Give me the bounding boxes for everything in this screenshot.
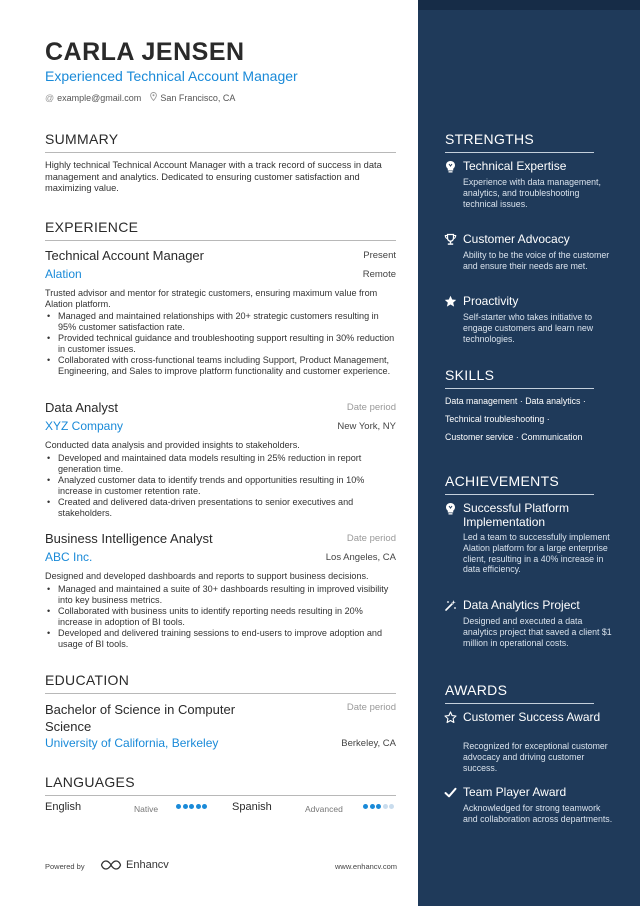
job-location: Remote xyxy=(362,269,396,280)
proficiency-dot-empty xyxy=(383,804,388,809)
divider xyxy=(445,388,594,389)
candidate-name: CARLA JENSEN xyxy=(45,38,245,66)
skill-line: Customer service · Communication xyxy=(445,432,583,442)
powered-by-label: Powered by xyxy=(45,862,85,871)
candidate-title: Experienced Technical Account Manager xyxy=(45,68,298,84)
language-name: English xyxy=(45,801,82,813)
website-link[interactable]: www.enhancv.com xyxy=(335,862,397,871)
experience-heading: EXPERIENCE xyxy=(45,219,139,235)
proficiency-dot-filled xyxy=(183,804,188,809)
star-icon xyxy=(444,295,457,308)
trophy-icon xyxy=(444,233,457,246)
job-bullets xyxy=(45,584,397,650)
achievement-desc: Led a team to successfully implement Alation platform for a large enterprise client, resulting in a 40% increase in data efficiency. xyxy=(463,532,610,575)
skills-heading: SKILLS xyxy=(445,367,495,383)
education-date: Date period xyxy=(346,702,396,713)
lightbulb-icon xyxy=(444,160,457,173)
education-heading: EDUCATION xyxy=(45,672,130,688)
achievement-title: Successful Platform Implementation xyxy=(463,501,570,529)
proficiency-dot-filled xyxy=(176,804,181,809)
strength-desc: Ability to be the voice of the customer and ensure their needs are met. xyxy=(463,250,610,271)
sidebar xyxy=(418,0,640,906)
proficiency-dot-filled xyxy=(370,804,375,809)
checkmark-icon xyxy=(444,786,457,799)
award-desc: Acknowledged for strong teamwork and collaboration across departments. xyxy=(463,803,613,824)
proficiency-dot-filled xyxy=(196,804,201,809)
job-description: Designed and developed dashboards and reports to support business decisions. xyxy=(45,571,369,581)
enhancv-logo[interactable] xyxy=(100,859,169,871)
job-title: Business Intelligence Analyst xyxy=(45,531,213,546)
location: San Francisco, CA xyxy=(160,92,236,103)
divider xyxy=(45,795,396,796)
sidebar-top-band xyxy=(418,0,640,10)
skill-line: Technical troubleshooting · xyxy=(445,414,550,424)
job-title: Technical Account Manager xyxy=(45,248,204,263)
company-name: XYZ Company xyxy=(45,419,124,433)
location-pin-icon xyxy=(150,92,157,103)
job-title: Data Analyst xyxy=(45,400,118,415)
strength-desc: Self-starter who takes initiative to engage customers and learn new technologies. xyxy=(463,312,594,344)
list-item: • Managed and maintained relationships with 20+ strategic customers resulting in 95% customer satisfaction rate. xyxy=(45,311,397,333)
company-name: Alation xyxy=(45,267,82,281)
summary-text: Highly technical Technical Account Manager with a track record of success in data management and analytics. Dedicated to ensuring customer satisfaction and maximizing value. xyxy=(45,160,382,194)
list-item: • Developed and maintained data models resulting in 25% reduction in report generation time. xyxy=(45,453,397,475)
contact-line xyxy=(45,92,235,103)
proficiency-dots xyxy=(176,804,209,809)
list-item: • Managed and maintained a suite of 30+ dashboards resulting in improved visibility into key business metrics. xyxy=(45,584,397,606)
job-date: Date period xyxy=(346,533,396,544)
summary-heading: SUMMARY xyxy=(45,131,119,147)
divider xyxy=(445,494,594,495)
star-outline-icon xyxy=(444,711,457,724)
list-item: • Collaborated with cross-functional teams including Support, Product Management, Engineering, and Sales to improve platform functionality and customer experience. xyxy=(45,355,397,377)
job-date: Date period xyxy=(346,402,396,413)
job-location: New York, NY xyxy=(337,421,396,432)
job-date: Present xyxy=(363,250,396,261)
footer xyxy=(45,860,397,874)
proficiency-dot-filled xyxy=(376,804,381,809)
languages-row xyxy=(45,801,397,817)
list-item: • Developed and delivered training sessions to end-users to improve adoption and usage of BI tools. xyxy=(45,628,397,650)
proficiency-dot-empty xyxy=(389,804,394,809)
award-title: Customer Success Award xyxy=(463,710,601,724)
job-bullets xyxy=(45,453,397,519)
award-desc: Recognized for exceptional customer advocacy and driving customer success. xyxy=(463,741,608,773)
divider xyxy=(45,240,396,241)
language-level: Native xyxy=(134,804,159,814)
job-description: Conducted data analysis and provided insights to stakeholders. xyxy=(45,440,300,450)
magic-wand-icon xyxy=(444,599,457,612)
job-location: Los Angeles, CA xyxy=(325,552,396,563)
list-item: • Collaborated with business units to identify reporting needs resulting in 20% increase in adoption of BI tools. xyxy=(45,606,397,628)
at-icon: @ xyxy=(45,92,55,103)
brand-name: Enhancv xyxy=(126,859,169,871)
achievement-desc: Designed and executed a data analytics project that saved a client $1 million in operational costs. xyxy=(463,616,612,648)
list-item: • Created and delivered data-driven presentations to senior executives and stakeholders. xyxy=(45,497,397,519)
strengths-heading: STRENGTHS xyxy=(445,131,535,147)
strength-title: Customer Advocacy xyxy=(463,232,570,246)
achievement-title: Data Analytics Project xyxy=(463,598,580,612)
language-level: Advanced xyxy=(305,804,343,814)
divider xyxy=(45,693,396,694)
proficiency-dot-filled xyxy=(363,804,368,809)
achievements-heading: ACHIEVEMENTS xyxy=(445,473,560,489)
lightbulb-icon xyxy=(444,502,457,515)
proficiency-dot-filled xyxy=(189,804,194,809)
strength-title: Technical Expertise xyxy=(463,159,567,173)
award-title: Team Player Award xyxy=(463,785,567,799)
language-name: Spanish xyxy=(232,801,272,813)
strength-desc: Experience with data management, analytics, and troubleshooting technical issues. xyxy=(463,177,601,209)
list-item: • Analyzed customer data to identify trends and opportunities resulting in 10% increase in customer retention rate. xyxy=(45,475,397,497)
divider xyxy=(45,152,396,153)
school-name: University of California, Berkeley xyxy=(45,736,219,750)
divider xyxy=(445,703,594,704)
infinity-logo-icon xyxy=(100,859,122,871)
awards-heading: AWARDS xyxy=(445,682,508,698)
job-description: Trusted advisor and mentor for strategic customers, ensuring maximum value from Alation platform. xyxy=(45,288,378,309)
languages-heading: LANGUAGES xyxy=(45,774,135,790)
proficiency-dots xyxy=(363,804,396,809)
list-item: • Provided technical guidance and troubleshooting support resulting in 30% reduction in customer issues. xyxy=(45,333,397,355)
school-location: Berkeley, CA xyxy=(341,738,396,749)
skill-line: Data management · Data analytics · xyxy=(445,396,586,406)
job-bullets xyxy=(45,311,397,377)
proficiency-dot-filled xyxy=(202,804,207,809)
divider xyxy=(445,152,594,153)
strength-title: Proactivity xyxy=(463,294,519,308)
company-name: ABC Inc. xyxy=(45,550,93,564)
email[interactable]: example@gmail.com xyxy=(57,92,142,103)
degree: Bachelor of Science in Computer Science xyxy=(45,702,236,734)
